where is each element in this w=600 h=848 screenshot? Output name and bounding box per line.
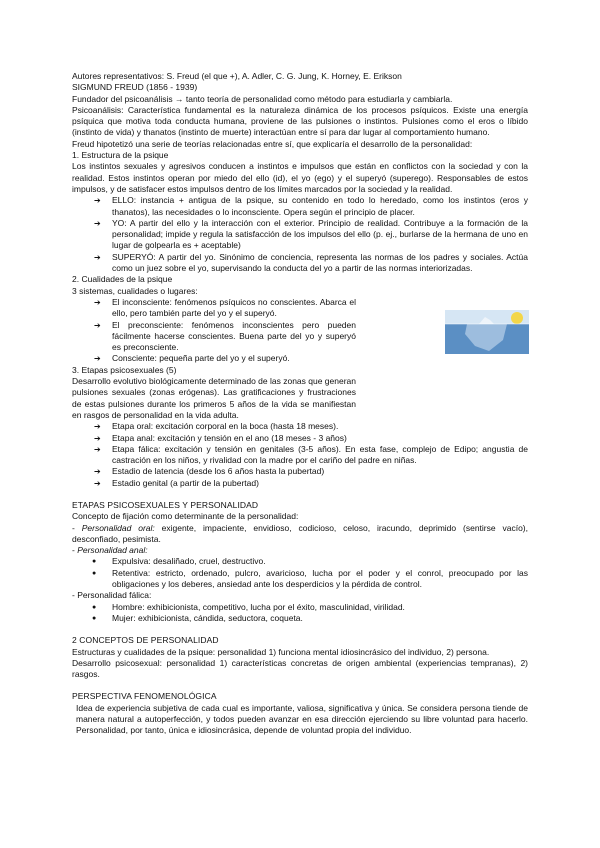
anal-label: Personalidad anal: xyxy=(77,545,148,556)
list-item: ➔ Estadio de latencia (desde los 6 años hasta la pubertad) xyxy=(112,466,528,477)
list-item: ➔ Estadio genital (a partir de la pubertad) xyxy=(112,478,528,489)
section1-heading: 1. Estructura de la psique xyxy=(72,150,169,161)
list-item: ➔ SUPERYÓ: A partir del yo. Sinónimo de conciencia, representa las normas de los padres y sociales. Actúa como un juez sobre el yo, supervisando la conducta del yo a partir de las normas interiorizadas. xyxy=(112,252,528,275)
list-item: ● Hombre: exhibicionista, competitivo, lucha por el éxito, masculinidad, virilidad. xyxy=(112,602,528,613)
list-item: ➔ Etapa oral: excitación corporal en la boca (hasta 18 meses). xyxy=(112,421,528,432)
list-item: ➔ YO: A partir del ello y la interacción con el exterior. Principio de realidad. Contribuye a la formación de la personalidad; impide y regula la satisfacción de los impulsos del ello (p. ej., burlarse de la hermana de uno en lugar de golpearla es + aceptable) xyxy=(112,218,528,252)
oral-personality: - Personalidad oral: exigente, impaciente, envidioso, codicioso, celoso, iracundo, deprimido (sentirse vacío), desconfiado, pesimista. xyxy=(72,522,528,544)
list-item: ● Expulsiva: desaliñado, cruel, destructivo. xyxy=(112,556,528,567)
list-item: ● Retentiva: estricto, ordenado, pulcro, avaricioso, lucha por el poder y el conrol, preocupado por las obligaciones y los deberes, ansiedad ante los desperdicios y la pérdida de control. xyxy=(112,568,528,591)
founder-line: Fundador del psicoanálisis → tanto teoría de personalidad como método para estudiarla y cambiarla. xyxy=(72,93,453,104)
etapas-heading: ETAPAS PSICOSEXUALES Y PERSONALIDAD xyxy=(72,499,259,510)
list-item: ➔ El inconsciente: fenómenos psíquicos no conscientes. Abarca el ello, pero también parte del yo y el superyó. xyxy=(112,297,356,320)
falica-label: - Personalidad fálica: xyxy=(72,590,152,601)
anal-personality-list xyxy=(72,556,528,590)
oral-label: Personalidad oral: xyxy=(81,522,155,533)
list-item: ➔ Consciente: pequeña parte del yo y el superyó. xyxy=(112,353,356,364)
section3-heading: 3. Etapas psicosexuales (5) xyxy=(72,364,177,375)
conceptos-line1: Estructuras y cualidades de la psique: personalidad 1) funciona mental idiosincrásico del individuo, 2) persona. xyxy=(72,646,490,657)
fenomenologica-paragraph: Idea de experiencia subjetiva de cada cual es importante, valiosa, significativa y única. Se considera persona tiende de manera natural a autoperfección, y todos pueden avanzar en esa dirección ejerciendo su libre voluntad para hacerlo. Personalidad, por tanto, única e idiosincrásica, depende de voluntad propia del individuo. xyxy=(76,702,528,736)
fenomenologica-heading: PERSPECTIVA FENOMENOLÓGICA xyxy=(72,691,217,702)
section2-heading: 2. Cualidades de la psique xyxy=(72,274,173,285)
hypothesis-line: Freud hipotetizó una serie de teorías relacionadas entre sí, que explicaría el desarrollo de la personalidad: xyxy=(72,138,473,149)
oral-traits: exigente, impaciente, envidioso, codicioso, celoso, iracundo, deprimido (sentirse vacío), desconfiado, pesimista. xyxy=(72,522,528,544)
conceptos-heading: 2 CONCEPTOS DE PERSONALIDAD xyxy=(72,635,219,646)
list-item: ➔ El preconsciente: fenómenos inconscientes pero pueden fácilmente hacerse conscientes. Buena parte del yo y superyó es preconsciente. xyxy=(112,320,356,354)
list-item: ➔ Etapa fálica: excitación y tensión en genitales (3-5 años). En esta fase, complejo de Edipo; angustia de castración en los niños, y rivalidad con la madre por el cariño del padre en niñas. xyxy=(112,444,528,467)
document-content xyxy=(72,71,528,737)
freud-heading: SIGMUND FREUD (1856 - 1939) xyxy=(72,82,198,93)
psychoanalysis-paragraph: Psicoanálisis: Característica fundamental es la naturaleza dinámica de los procesos psíquicos. Existe una energía psíquica que motiva toda conducta humana, proviene de las pulsiones o instintos. Pulsiones como el eros o líbido (instinto de vida) y thanatos (instinto de muerte) interactúan entre sí para dar lugar al comportamiento humano. xyxy=(72,104,528,138)
section3-paragraph: Desarrollo evolutivo biológicamente determinado de las zonas que generan pulsiones sexuales (zonas erógenas). Las gratificaciones y frustraciones de estas pulsiones durante los primeros 5 años de la vida se manifiestan en rasgos de personalidad en la vida adulta. xyxy=(72,376,356,420)
section1-paragraph: Los instintos sexuales y agresivos conducen a instintos e impulsos que están en conflictos con la sociedad y con la realidad. Estos instintos operan por miedo del ello (id), el yo (ego) y el superyó (superego). Responsables de estos impulsos, y de satisfacer estos impulsos dentro de los límites marcados por la sociedad y la realidad. xyxy=(72,161,528,194)
list-item: ➔ ELLO: instancia + antigua de la psique, su contenido en todo lo heredado, como los instintos (eros y thanatos), las necesidades o lo inconsciente. Opera según el principio de placer. xyxy=(112,195,528,218)
anal-personality: - Personalidad anal: xyxy=(72,545,148,556)
list-item: ● Mujer: exhibicionista, cándida, seductora, coqueta. xyxy=(112,613,528,624)
falica-personality-list xyxy=(72,602,528,625)
conceptos-line2: Desarrollo psicosexual: personalidad 1) características concretas de origen ambiental (experiencias tempranas), 2) rasgos. xyxy=(72,657,528,680)
fixation-concept: Concepto de fijación como determinante de la personalidad: xyxy=(72,511,299,522)
authors-line: Autores representativos: S. Freud (el que +), A. Adler, C. G. Jung, K. Horney, E. Erikson xyxy=(72,71,402,81)
psychosexual-stages-list xyxy=(72,421,528,489)
psyche-qualities-list xyxy=(72,297,356,365)
list-item: ➔ Etapa anal: excitación y tensión en el ano (18 meses - 3 años) xyxy=(112,433,528,444)
iceberg-icon xyxy=(445,310,529,354)
sun-icon xyxy=(511,312,523,324)
section2-intro: 3 sistemas, cualidades o lugares: xyxy=(72,285,198,296)
psyche-structure-list xyxy=(72,195,528,274)
